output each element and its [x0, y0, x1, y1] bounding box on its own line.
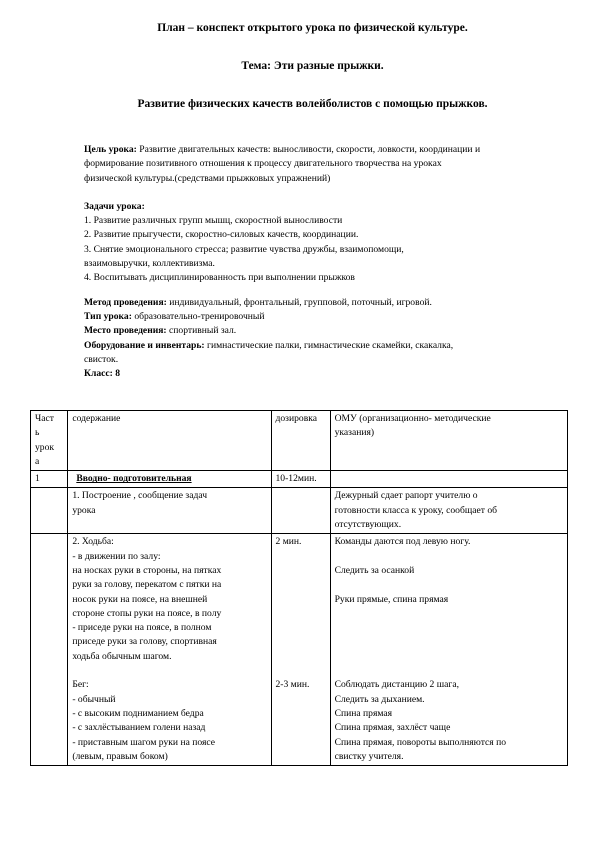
goal-text-1: Развитие двигательных качеств: выносливости, скорости, ловкости, координации и — [136, 144, 481, 155]
row3-content-line: Бег: — [72, 679, 89, 691]
header-dose: дозировка — [271, 411, 330, 471]
goal-text-3: физической культуры.(средствами прыжковых упражнений) — [84, 172, 331, 184]
header-notes — [330, 411, 567, 471]
row3-content-line: - обычный — [72, 693, 116, 705]
equipment-line — [84, 339, 584, 353]
row2-notes-line: Дежурный сдает рапорт учителю о — [334, 490, 478, 502]
header-part-line: а — [35, 455, 40, 467]
row2-content-line: урока — [72, 504, 96, 516]
method-label: Метод проведения: — [84, 296, 167, 308]
equipment-value-2: свисток. — [84, 353, 119, 365]
table-row — [31, 471, 568, 488]
type-line — [84, 310, 584, 324]
row2-notes-line: отсутствующих. — [334, 519, 402, 531]
row3-content-line: 2. Ходьба: — [72, 536, 114, 548]
row3-notes-line: Следить за осанкой — [334, 564, 415, 576]
row2-part — [31, 488, 68, 534]
class-label: Класс: 8 — [84, 368, 121, 380]
row2-dose — [271, 488, 330, 534]
row3-content — [68, 534, 271, 766]
equipment-label: Оборудование и инвентарь: — [84, 339, 205, 351]
equipment-value: гимнастические палки, гимнастические скамейки, скакалка, — [204, 339, 454, 351]
row3-dose-line: 2 мин. — [275, 536, 302, 548]
row1-notes — [330, 471, 567, 488]
row3-notes-line: Следить за дыханием. — [334, 693, 425, 705]
row3-content-line: - с захлёстыванием голени назад — [72, 722, 206, 734]
row3-content-line: - в движении по залу: — [72, 550, 161, 562]
task-item: 2. Развитие прыгучести, скоростно-силовых качеств, координации. — [84, 229, 359, 241]
place-value: спортивный зал. — [166, 325, 237, 337]
method-value: индивидуальный, фронтальный, групповой, поточный, игровой. — [166, 296, 432, 308]
table-header-row — [31, 411, 568, 471]
row3-content-line: ходьба обычным шагом. — [72, 650, 172, 662]
header-content: содержание — [68, 411, 271, 471]
row3-dose-line: 2-3 мин. — [275, 679, 310, 691]
title-block — [60, 20, 565, 112]
row3-notes-line: Спина прямая, повороты выполняются по — [334, 736, 507, 748]
row3-notes-line: Соблюдать дистанцию 2 шага, — [334, 679, 459, 691]
row3-dose — [271, 534, 330, 766]
header-notes-line: указания) — [334, 427, 375, 439]
lesson-subtitle: Развитие физических качеств волейболистов с помощью прыжков. — [137, 98, 488, 110]
row3-notes — [330, 534, 567, 766]
lesson-topic: Тема: Эти разные прыжки. — [241, 60, 384, 72]
header-notes-line: ОМУ (организационно- методические — [334, 413, 491, 424]
row2-content-line: 1. Построение , сообщение задач — [72, 490, 208, 502]
header-part-line: урок — [35, 441, 55, 453]
place-label: Место проведения: — [84, 325, 167, 337]
goal-line-1 — [84, 143, 584, 157]
row3-content-line: приседе руки за голову, спортивная — [72, 636, 217, 648]
row3-part — [31, 534, 68, 766]
row3-content-line: - приставным шагом руки на поясе — [72, 736, 216, 748]
type-value: образовательно-тренировочный — [131, 310, 265, 322]
lesson-plan-table — [30, 410, 568, 766]
section-title: Вводно- подготовительная — [76, 473, 192, 485]
row3-notes-line: Спина прямая — [334, 707, 393, 719]
row2-notes-line: готовности класса к уроку, сообщает об — [334, 504, 498, 516]
type-label: Тип урока: — [84, 310, 132, 322]
table-row — [31, 488, 568, 534]
place-line — [84, 324, 584, 338]
row3-content-line: носок руки на поясе, на внешней — [72, 593, 208, 605]
row3-content-line: стороне стопы руки на поясе, в полу — [72, 607, 222, 619]
row3-content-line: руки за голову, перекатом с пятки на — [72, 579, 222, 591]
row3-notes-line: свистку учителя. — [334, 750, 404, 762]
row1-dose: 10-12мин. — [271, 471, 330, 488]
task-item: 1. Развитие различных групп мышц, скоростной выносливости — [84, 215, 343, 227]
goal-text-2: формирование позитивного отношения к процессу двигательного творчества на уроках — [84, 158, 442, 170]
row2-notes — [330, 488, 567, 534]
goal-label: Цель урока: — [84, 144, 137, 155]
row3-content-line: (левым, правым боком) — [72, 750, 168, 762]
row1-part: 1 — [31, 471, 68, 488]
header-part — [31, 411, 68, 471]
row3-content-line: на носках руки в стороны, на пятках — [72, 564, 222, 576]
method-line — [84, 296, 584, 310]
tasks-label: Задачи урока: — [84, 200, 145, 212]
row2-content — [68, 488, 271, 534]
task-item: взаимовыручки, коллективизма. — [84, 258, 215, 270]
table-row — [31, 534, 568, 766]
row3-notes-line: Спина прямая, захлёст чаще — [334, 722, 451, 734]
row1-content — [68, 471, 271, 488]
row3-notes-line: Команды даются под левую ногу. — [334, 536, 471, 548]
task-item: 3. Снятие эмоционального стресса; развитие чувства дружбы, взаимопомощи, — [84, 243, 404, 255]
lesson-description — [84, 143, 584, 381]
row3-notes-line: Руки прямые, спина прямая — [334, 593, 449, 605]
row3-content-line: - с высоким подниманием бедра — [72, 707, 204, 719]
header-part-line: Част — [35, 413, 54, 424]
row3-content-line: - приседе руки на поясе, в полном — [72, 622, 212, 634]
header-part-line: ь — [35, 427, 40, 439]
task-item: 4. Воспитывать дисциплинированность при выполнении прыжков — [84, 272, 355, 284]
document-title: План – конспект открытого урока по физической культуре. — [157, 22, 468, 34]
